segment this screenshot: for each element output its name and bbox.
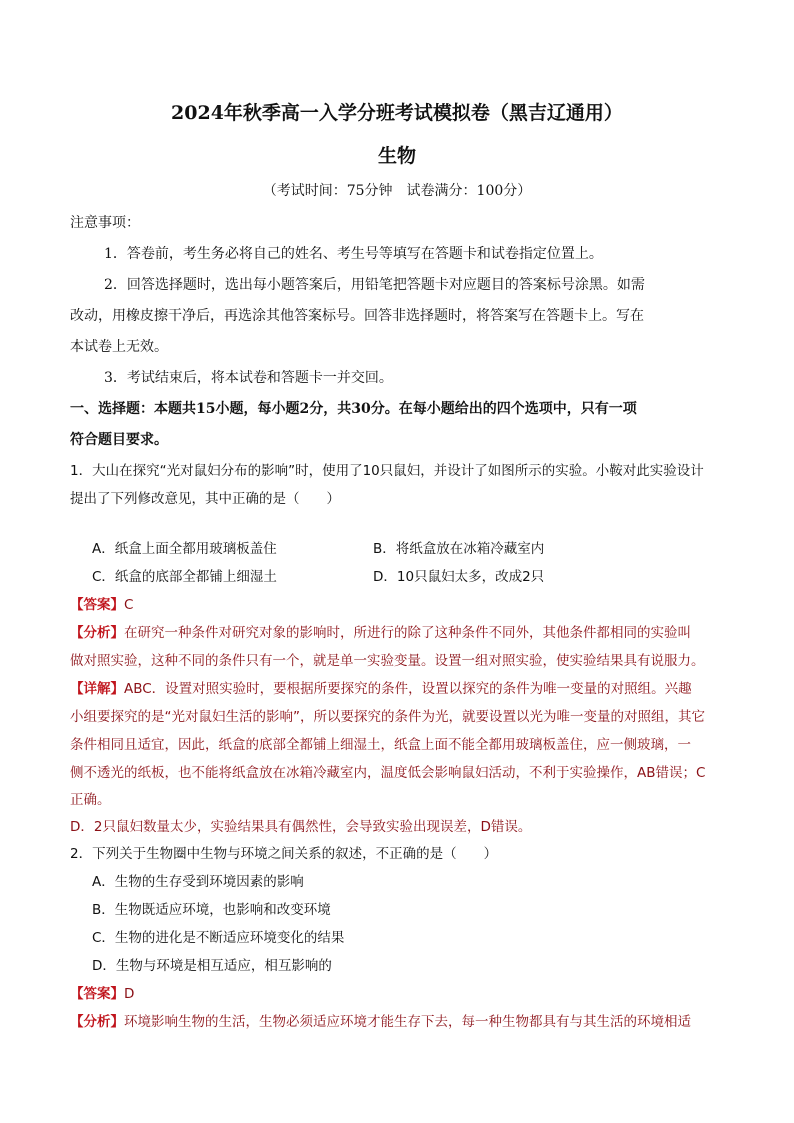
q2-option-a: A．生物的生存受到环境因素的影响 <box>92 874 304 890</box>
q1-detail-line-4: 侧不透光的纸板，也不能将纸盒放在冰箱冷藏室内，温度低会影响鼠妇活动，不利于实验操作，AB错误；C <box>70 765 706 781</box>
q1-detail-line-6: D．2只鼠妇数量太少，实验结果具有偶然性，会导致实验出现误差，D错误。 <box>70 819 532 835</box>
q1-detail-line-1 <box>70 677 692 697</box>
notice-heading: 注意事项： <box>70 215 140 231</box>
notice-item-2-line-2: 改动，用橡皮擦干净后，再选涂其他答案标号。回答非选择题时，将答案写在答题卡上。写在 <box>70 308 644 324</box>
q2-answer <box>70 982 134 1002</box>
subject-title: 生物 <box>377 145 416 167</box>
q1-detail-line-5: 正确。 <box>70 792 111 808</box>
analysis-tag: 【分析】 <box>70 625 124 641</box>
q1-stem-line-2: 提出了下列修改意见，其中正确的是（ ） <box>70 491 340 507</box>
q2-analysis-text-1: 环境影响生物的生活，生物必须适应环境才能生存下去，每一种生物都具有与其生活的环境相适 <box>124 1014 691 1030</box>
analysis-tag: 【分析】 <box>70 1014 124 1030</box>
q2-analysis-line-1 <box>70 1010 691 1030</box>
q1-option-b: B．将纸盒放在冰箱冷藏室内 <box>373 541 545 557</box>
q1-detail-line-2: 小组要探究的是“光对鼠妇生活的影响”，所以要探究的条件为光，就要设置以光为唯一变量的对照组，其它 <box>70 709 705 725</box>
q1-analysis-text-1: 在研究一种条件对研究对象的影响时，所进行的除了这种条件不同外，其他条件都相同的实验叫 <box>124 625 691 641</box>
q1-detail-line-3: 条件相同且适宜，因此，纸盒的底部全都铺上细湿土，纸盒上面不能全都用玻璃板盖住，应一侧玻璃，一 <box>70 737 691 753</box>
q1-answer-value: C <box>124 597 134 613</box>
q1-stem-line-1: 1．大山在探究“光对鼠妇分布的影响”时，使用了10只鼠妇，并设计了如图所示的实验。小鞍对此实验设计 <box>70 463 704 479</box>
page-title: 2024年秋季高一入学分班考试模拟卷（黑吉辽通用） <box>171 102 623 124</box>
q1-analysis-line-1 <box>70 621 691 641</box>
notice-item-1: 1．答卷前，考生务必将自己的姓名、考生号等填写在答题卡和试卷指定位置上。 <box>104 246 603 262</box>
answer-tag: 【答案】 <box>70 597 124 613</box>
notice-item-3: 3．考试结束后，将本试卷和答题卡一并交回。 <box>104 370 393 386</box>
q1-detail-text-1: ABC．设置对照实验时，要根据所要探究的条件，设置以探究的条件为唯一变量的对照组。兴趣 <box>124 681 692 697</box>
section-heading-line-1: 一、选择题：本题共15小题，每小题2分，共30分。在每小题给出的四个选项中，只有一项 <box>70 401 637 417</box>
q1-answer <box>70 593 133 613</box>
notice-item-2-line-3: 本试卷上无效。 <box>70 339 168 355</box>
q2-stem: 2．下列关于生物圈中生物与环境之间关系的叙述，不正确的是（ ） <box>70 846 498 862</box>
q1-option-c: C．纸盒的底部全都铺上细湿土 <box>92 569 277 585</box>
answer-tag: 【答案】 <box>70 986 124 1002</box>
q2-option-b: B．生物既适应环境，也影响和改变环境 <box>92 902 331 918</box>
section-heading-line-2: 符合题目要求。 <box>70 432 168 448</box>
exam-meta: （考试时间：75分钟 试卷满分：100分） <box>262 183 532 199</box>
detail-tag: 【详解】 <box>70 681 124 697</box>
q2-option-c: C．生物的进化是不断适应环境变化的结果 <box>92 930 345 946</box>
q1-analysis-line-2: 做对照实验，这种不同的条件只有一个，就是单一实验变量。设置一组对照实验，使实验结果具有说服力。 <box>70 653 705 669</box>
q2-answer-value: D <box>124 986 135 1002</box>
q1-option-d: D．10只鼠妇太多，改成2只 <box>373 569 545 585</box>
notice-item-2-line-1: 2．回答选择题时，选出每小题答案后，用铅笔把答题卡对应题目的答案标号涂黑。如需 <box>104 277 645 293</box>
q2-option-d: D．生物与环境是相互适应，相互影响的 <box>92 958 332 974</box>
q1-option-a: A．纸盒上面全都用玻璃板盖住 <box>92 541 277 557</box>
